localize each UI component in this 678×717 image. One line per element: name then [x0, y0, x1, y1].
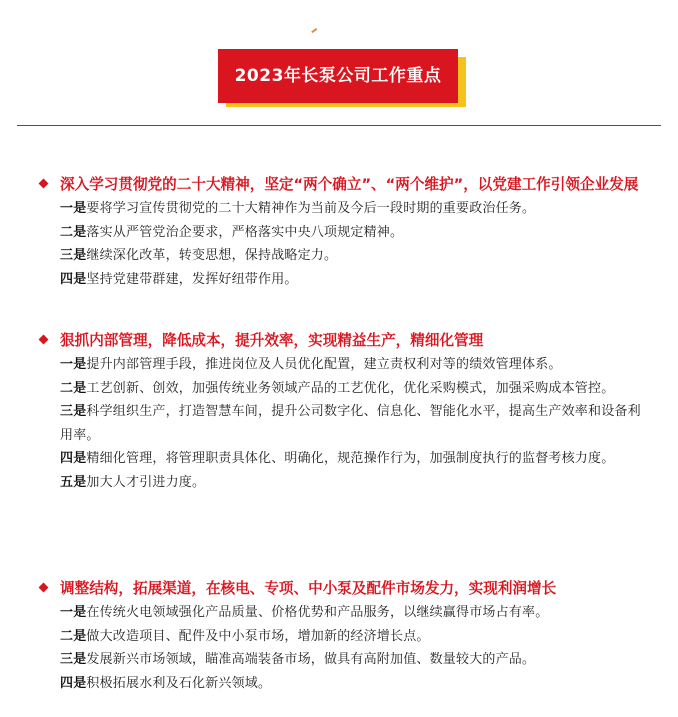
- section-title-text: 调整结构，拓展渠道，在核电、专项、中小泵及配件市场发力，实现利润增长: [60, 580, 557, 597]
- item-number: 四是: [60, 675, 87, 691]
- item-number: 四是: [60, 271, 87, 287]
- section-items: [38, 353, 648, 495]
- item-text: 积极拓展水利及石化新兴领域。: [86, 675, 272, 691]
- item-number: 四是: [60, 451, 87, 467]
- item-text: 工艺创新、创效，加强传统业务领域产品的工艺优化，优化采购模式，加强采购成本管控。: [86, 380, 615, 396]
- item-number: 一是: [60, 605, 87, 620]
- list-item: [60, 268, 648, 292]
- list-item: [60, 244, 648, 268]
- section-internal-management: [38, 329, 648, 495]
- item-number: 一是: [60, 357, 87, 372]
- item-text: 继续深化改革，转变思想，保持战略定力。: [86, 248, 338, 264]
- item-number: 三是: [60, 248, 87, 264]
- item-number: 五是: [60, 474, 87, 490]
- item-number: 一是: [60, 201, 87, 216]
- item-text: 精细化管理，将管理职责具体化、明确化，规范操作行为，加强制度执行的监督考核力度。: [86, 451, 615, 467]
- list-item: [60, 377, 648, 401]
- section-title: [38, 577, 648, 601]
- section-items: [38, 601, 648, 695]
- item-text: 提升内部管理手段，推进岗位及人员优化配置，建立责权利对等的绩效管理体系。: [86, 357, 562, 372]
- item-number: 三是: [60, 404, 87, 420]
- item-text: 科学组织生产，打造智慧车间，提升公司数字化、信息化、智能化水平，提高生产效率和设备利用率。: [60, 404, 641, 443]
- item-text: 要将学习宣传贯彻党的二十大精神作为当前及今后一段时期的重要政治任务。: [86, 201, 536, 216]
- list-item: [60, 353, 648, 377]
- list-item: [60, 197, 648, 221]
- item-number: 二是: [60, 224, 87, 240]
- item-text: 坚持党建带群建，发挥好纽带作用。: [86, 271, 298, 287]
- section-market-structure: [38, 577, 648, 695]
- item-number: 三是: [60, 652, 87, 668]
- list-item: [60, 648, 648, 672]
- title-banner: [218, 49, 466, 107]
- section-title-text: 狠抓内部管理，降低成本，提升效率，实现精益生产，精细化管理: [60, 332, 484, 349]
- list-item: [60, 625, 648, 649]
- diamond-bullet-icon: [39, 335, 49, 345]
- list-item: [60, 400, 648, 447]
- list-item: [60, 221, 648, 245]
- list-item: [60, 447, 648, 471]
- section-title-text: 深入学习贯彻党的二十大精神，坚定“两个确立”、“两个维护”，以党建工作引领企业发展: [60, 176, 639, 193]
- item-text: 加大人才引进力度。: [86, 474, 206, 490]
- divider-line: [17, 125, 661, 126]
- section-party-building: [38, 173, 648, 291]
- decorative-mark: [311, 28, 321, 38]
- item-text: 做大改造项目、配件及中小泵市场，增加新的经济增长点。: [86, 628, 430, 644]
- page-title: 2023年长泵公司工作重点: [218, 49, 458, 103]
- section-title: [38, 173, 648, 197]
- section-items: [38, 197, 648, 291]
- list-item: [60, 471, 648, 495]
- section-title: [38, 329, 648, 353]
- item-number: 二是: [60, 380, 87, 396]
- item-text: 发展新兴市场领域，瞄准高端装备市场，做具有高附加值、数量较大的产品。: [86, 652, 536, 668]
- diamond-bullet-icon: [39, 583, 49, 593]
- list-item: [60, 601, 648, 625]
- diamond-bullet-icon: [39, 179, 49, 189]
- item-number: 二是: [60, 628, 87, 644]
- list-item: [60, 672, 648, 696]
- item-text: 落实从严管党治企要求，严格落实中央八项规定精神。: [86, 224, 404, 240]
- item-text: 在传统火电领域强化产品质量、价格优势和产品服务，以继续赢得市场占有率。: [86, 605, 549, 620]
